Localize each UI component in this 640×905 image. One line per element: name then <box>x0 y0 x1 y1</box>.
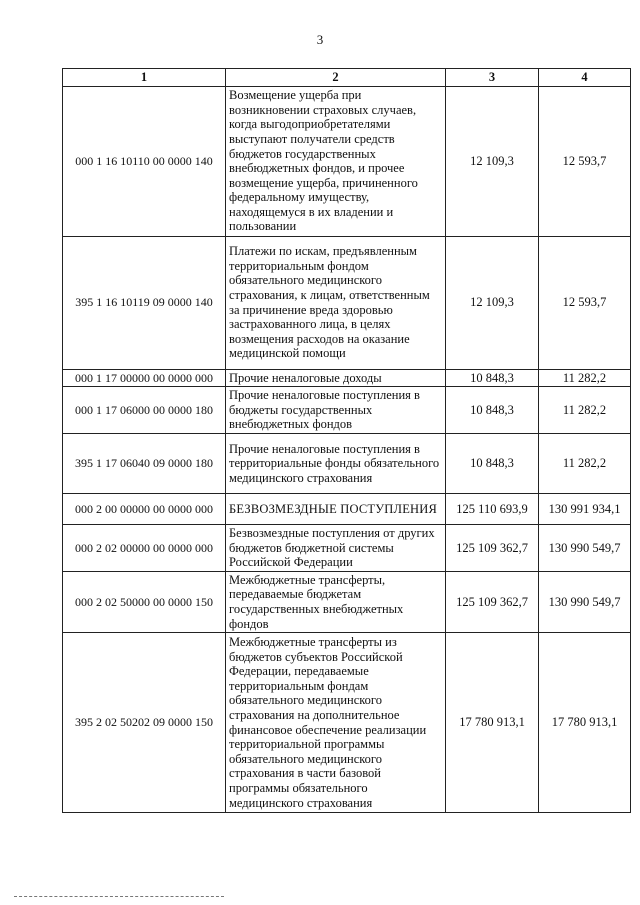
value-year-2: 130 991 934,1 <box>539 493 631 524</box>
budget-code: 000 2 02 50000 00 0000 150 <box>63 571 226 632</box>
value-year-2: 12 593,7 <box>539 86 631 236</box>
header-col-3: 3 <box>446 69 539 87</box>
budget-code: 000 2 00 00000 00 0000 000 <box>63 493 226 524</box>
revenue-table <box>62 68 631 813</box>
value-year-1: 125 109 362,7 <box>446 524 539 571</box>
income-name: Межбюджетные трансферты из бюджетов субъектов Российской Федерации, передаваемые территориальным фондам обязательного медицинского страхования на дополнительное финансовое обеспечение реализации территориальной программы обязательного медицинского страхования в части базовой программы обязательного медицинского страхования <box>226 633 446 813</box>
value-year-1: 10 848,3 <box>446 387 539 434</box>
scan-artifact-line <box>14 896 224 897</box>
income-name: Платежи по искам, предъявленным территориальным фондом обязательного медицинского страхования, к лицам, ответственным за причинение вреда здоровью застрахованного лица, в целях возмещения расходов на оказание медицинской помощи <box>226 236 446 369</box>
table-row <box>63 236 631 369</box>
budget-code: 000 1 16 10110 00 0000 140 <box>63 86 226 236</box>
value-year-2: 17 780 913,1 <box>539 633 631 813</box>
table-row <box>63 493 631 524</box>
income-name: Безвозмездные поступления от других бюджетов бюджетной системы Российской Федерации <box>226 524 446 571</box>
table-row <box>63 633 631 813</box>
table-row <box>63 387 631 434</box>
table-row <box>63 571 631 632</box>
table-row <box>63 524 631 571</box>
value-year-2: 130 990 549,7 <box>539 571 631 632</box>
value-year-1: 125 109 362,7 <box>446 571 539 632</box>
value-year-1: 10 848,3 <box>446 369 539 387</box>
header-col-1: 1 <box>63 69 226 87</box>
page-number: 3 <box>316 32 324 47</box>
income-name: Возмещение ущерба при возникновении страховых случаев, когда выгодоприобретателями выступают получатели средств бюджетов государственных внебюджетных фондов, и прочее возмещение ущерба, причиненного федеральному имуществу, находящемуся в их владении и пользовании <box>226 86 446 236</box>
value-year-2: 12 593,7 <box>539 236 631 369</box>
header-col-2: 2 <box>226 69 446 87</box>
table-row <box>63 86 631 236</box>
value-year-2: 11 282,2 <box>539 387 631 434</box>
table-row <box>63 369 631 387</box>
value-year-1: 17 780 913,1 <box>446 633 539 813</box>
budget-code: 000 1 17 06000 00 0000 180 <box>63 387 226 434</box>
budget-code: 395 2 02 50202 09 0000 150 <box>63 633 226 813</box>
header-col-4: 4 <box>539 69 631 87</box>
budget-code: 395 1 16 10119 09 0000 140 <box>63 236 226 369</box>
value-year-2: 11 282,2 <box>539 369 631 387</box>
income-name: БЕЗВОЗМЕЗДНЫЕ ПОСТУПЛЕНИЯ <box>226 493 446 524</box>
income-name: Прочие неналоговые поступления в бюджеты государственных внебюджетных фондов <box>226 387 446 434</box>
value-year-2: 130 990 549,7 <box>539 524 631 571</box>
income-name: Прочие неналоговые поступления в территориальные фонды обязательного медицинского страхования <box>226 433 446 493</box>
budget-code: 000 2 02 00000 00 0000 000 <box>63 524 226 571</box>
value-year-1: 12 109,3 <box>446 236 539 369</box>
value-year-1: 10 848,3 <box>446 433 539 493</box>
income-name: Межбюджетные трансферты, передаваемые бюджетам государственных внебюджетных фондов <box>226 571 446 632</box>
budget-code: 000 1 17 00000 00 0000 000 <box>63 369 226 387</box>
income-name: Прочие неналоговые доходы <box>226 369 446 387</box>
table-row <box>63 433 631 493</box>
budget-code: 395 1 17 06040 09 0000 180 <box>63 433 226 493</box>
header-row <box>63 69 631 87</box>
value-year-1: 12 109,3 <box>446 86 539 236</box>
value-year-1: 125 110 693,9 <box>446 493 539 524</box>
value-year-2: 11 282,2 <box>539 433 631 493</box>
